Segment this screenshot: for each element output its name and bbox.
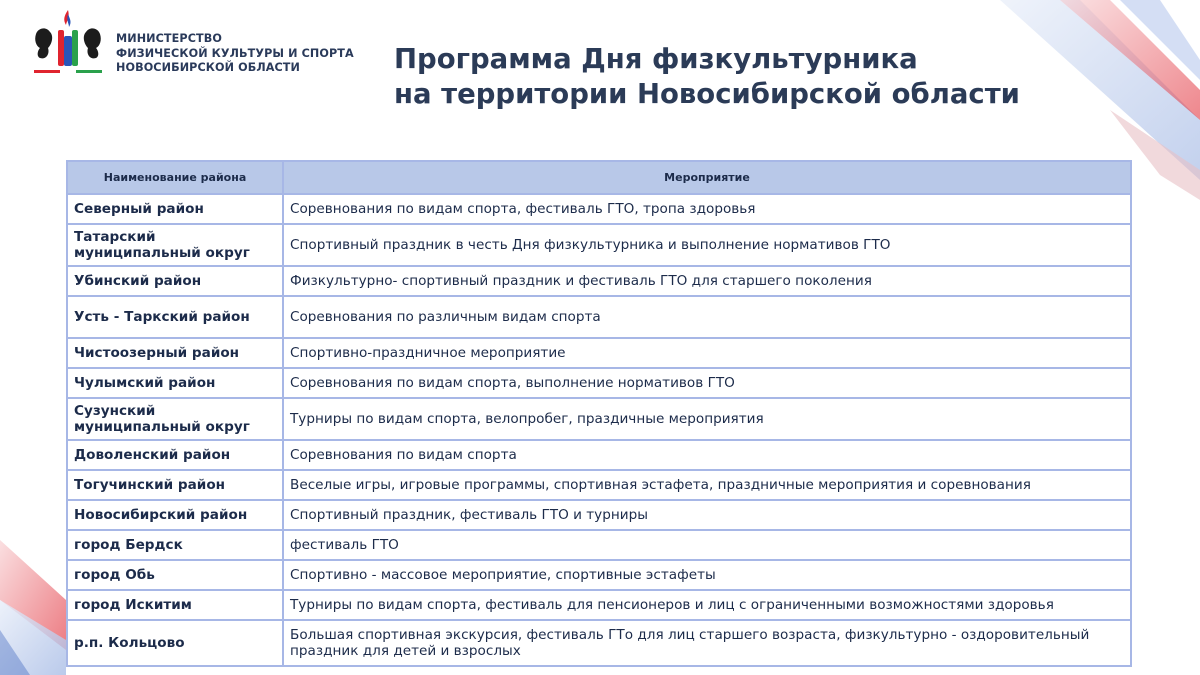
district-cell: Чулымский район <box>67 368 283 398</box>
table-row <box>67 500 1131 530</box>
title-line-2: на территории Новосибирской области <box>394 78 1020 110</box>
event-cell: Турниры по видам спорта, велопробег, праздичные мероприятия <box>283 398 1131 440</box>
ministry-line-1: МИНИСТЕРСТВО <box>116 32 222 45</box>
column-header-district: Наименование района <box>67 161 283 194</box>
table-row <box>67 266 1131 296</box>
table-row <box>67 368 1131 398</box>
event-cell: Соревнования по видам спорта <box>283 440 1131 470</box>
event-cell: Соревнования по различным видам спорта <box>283 296 1131 338</box>
table-row <box>67 620 1131 666</box>
table-header-row <box>67 161 1131 194</box>
district-cell: Новосибирский район <box>67 500 283 530</box>
table-row <box>67 560 1131 590</box>
event-cell: Спортивно - массовое мероприятие, спортивные эстафеты <box>283 560 1131 590</box>
ministry-line-2: ФИЗИЧЕСКОЙ КУЛЬТУРЫ И СПОРТА <box>116 46 354 60</box>
table-row <box>67 440 1131 470</box>
district-cell: Убинский район <box>67 266 283 296</box>
table-row <box>67 398 1131 440</box>
district-cell: р.п. Кольцово <box>67 620 283 666</box>
table-row <box>67 590 1131 620</box>
title-line-1: Программа Дня физкультурника <box>394 43 918 75</box>
table-row <box>67 470 1131 500</box>
page-title <box>394 42 1020 112</box>
event-cell: Веселые игры, игровые программы, спортивная эстафета, праздничные мероприятия и соревнования <box>283 470 1131 500</box>
district-cell: Усть - Таркский район <box>67 296 283 338</box>
ministry-logo-icon <box>28 6 108 78</box>
program-table <box>66 160 1132 667</box>
district-cell: Татарский муниципальный округ <box>67 224 283 266</box>
table-row <box>67 224 1131 266</box>
district-cell: город Бердск <box>67 530 283 560</box>
district-cell: Сузунский муниципальный округ <box>67 398 283 440</box>
ministry-name <box>116 32 354 76</box>
district-cell: Доволенский район <box>67 440 283 470</box>
event-cell: Спортивный праздник, фестиваль ГТО и турниры <box>283 500 1131 530</box>
event-cell: Соревнования по видам спорта, выполнение нормативов ГТО <box>283 368 1131 398</box>
event-cell: Спортивный праздник в честь Дня физкультурника и выполнение нормативов ГТО <box>283 224 1131 266</box>
column-header-event: Мероприятие <box>283 161 1131 194</box>
district-cell: Северный район <box>67 194 283 224</box>
event-cell: Соревнования по видам спорта, фестиваль ГТО, тропа здоровья <box>283 194 1131 224</box>
table-row <box>67 338 1131 368</box>
district-cell: Тогучинский район <box>67 470 283 500</box>
district-cell: город Обь <box>67 560 283 590</box>
event-cell: Физкультурно- спортивный праздник и фестиваль ГТО для старшего поколения <box>283 266 1131 296</box>
event-cell: Большая спортивная экскурсия, фестиваль ГТо для лиц старшего возраста, физкультурно - оздоровительный праздник для детей и взрослых <box>283 620 1131 666</box>
event-cell: Спортивно-праздничное мероприятие <box>283 338 1131 368</box>
event-cell: фестиваль ГТО <box>283 530 1131 560</box>
table-row <box>67 194 1131 224</box>
ministry-line-3: НОВОСИБИРСКОЙ ОБЛАСТИ <box>116 61 300 75</box>
table-row <box>67 296 1131 338</box>
district-cell: город Искитим <box>67 590 283 620</box>
table-row <box>67 530 1131 560</box>
district-cell: Чистоозерный район <box>67 338 283 368</box>
event-cell: Турниры по видам спорта, фестиваль для пенсионеров и лиц с ограниченными возможностями здоровья <box>283 590 1131 620</box>
